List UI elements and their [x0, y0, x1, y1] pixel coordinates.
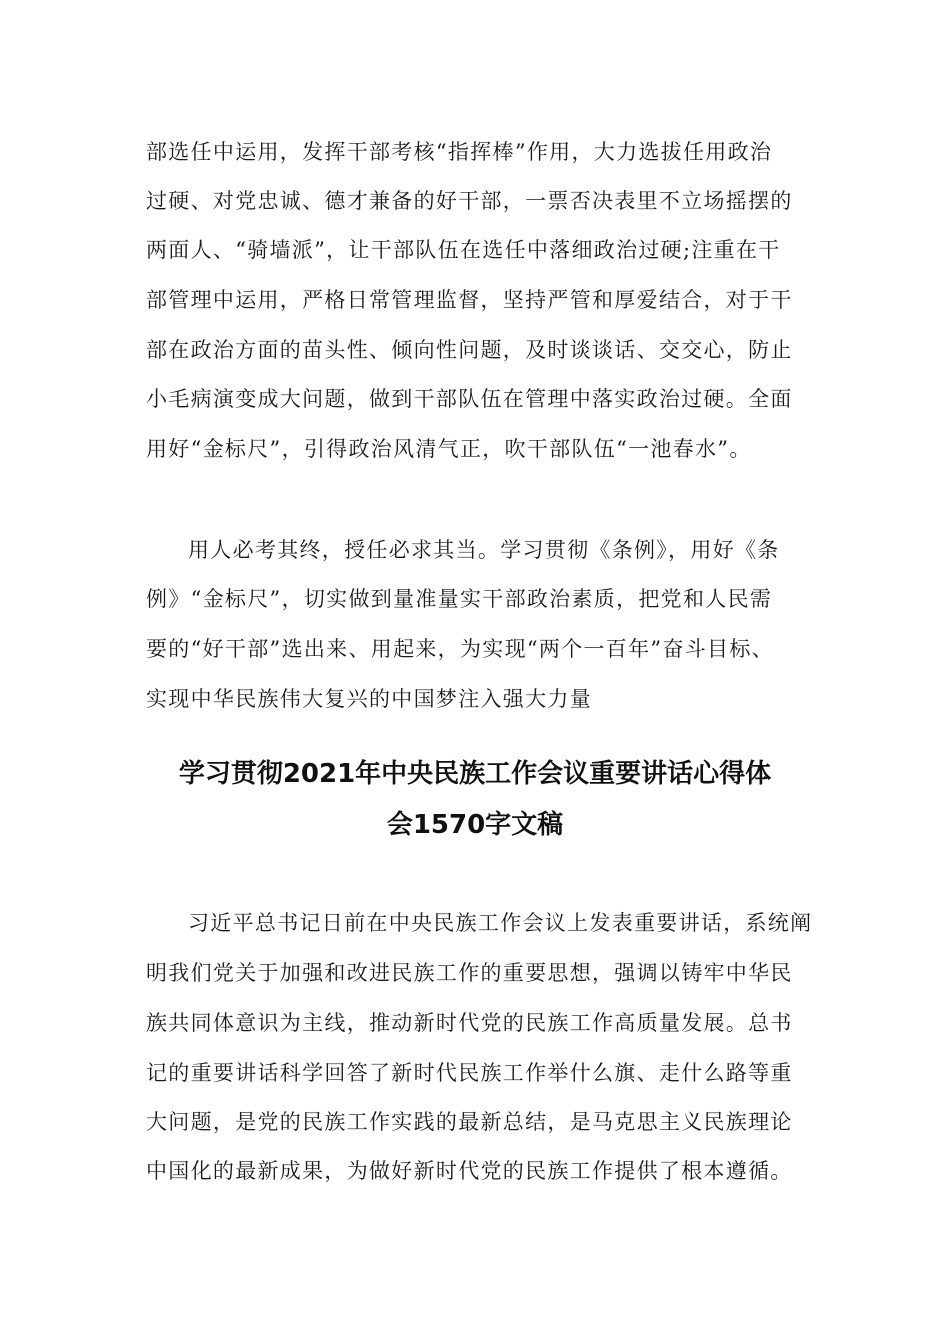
paragraph-line: 例》“金标尺”，切实做到量准量实干部政治素质，把党和人民需	[146, 587, 773, 611]
paragraph-line: 两面人、“骑墙派”，让干部队伍在选任中落细政治过硬;注重在干	[146, 238, 781, 262]
paragraph-line: 用好“金标尺”，引得政治风清气正，吹干部队伍“一池春水”。	[146, 437, 752, 461]
paragraph-line: 要的“好干部”选出来、用起来，为实现“两个一百年”奋斗目标、	[146, 637, 774, 661]
paragraph-line: 实现中华民族伟大复兴的中国梦注入强大力量	[146, 687, 592, 711]
paragraph-line: 部管理中运用，严格日常管理监督，坚持严管和厚爱结合，对于干	[146, 288, 793, 312]
paragraph-line: 族共同体意识为主线，推动新时代党的民族工作高质量发展。总书	[146, 1011, 793, 1035]
paragraph-line: 用人必考其终，授任必求其当。学习贯彻《条例》，用好《条	[188, 538, 780, 562]
paragraph-line: 部选任中运用，发挥干部考核“指挥棒”作用，大力选拔任用政治	[146, 140, 773, 164]
paragraph-line: 部在政治方面的苗头性、倾向性问题，及时谈谈话、交交心，防止	[146, 338, 793, 362]
paragraph-line: 习近平总书记日前在中央民族工作会议上发表重要讲话，系统阐	[188, 911, 813, 935]
paragraph-line: 中国化的最新成果，为做好新时代党的民族工作提供了根本遵循。	[146, 1159, 793, 1183]
paragraph-line: 小毛病演变成大问题，做到干部队伍在管理中落实政治过硬。全面	[146, 387, 793, 411]
paragraph-line: 大问题，是党的民族工作实践的最新总结，是马克思主义民族理论	[146, 1110, 793, 1134]
paragraph-line: 过硬、对党忠诚、德才兼备的好干部，一票否决表里不立场摇摆的	[146, 189, 793, 213]
paragraph-line: 明我们党关于加强和改进民族工作的重要思想，强调以铸牢中华民	[146, 961, 793, 985]
article-title-line-2: 会1570字文稿	[386, 810, 564, 840]
article-title-line-1: 学习贯彻2021年中央民族工作会议重要讲话心得体	[178, 759, 772, 789]
paragraph-line: 记的重要讲话科学回答了新时代民族工作举什么旗、走什么路等重	[146, 1061, 793, 1085]
